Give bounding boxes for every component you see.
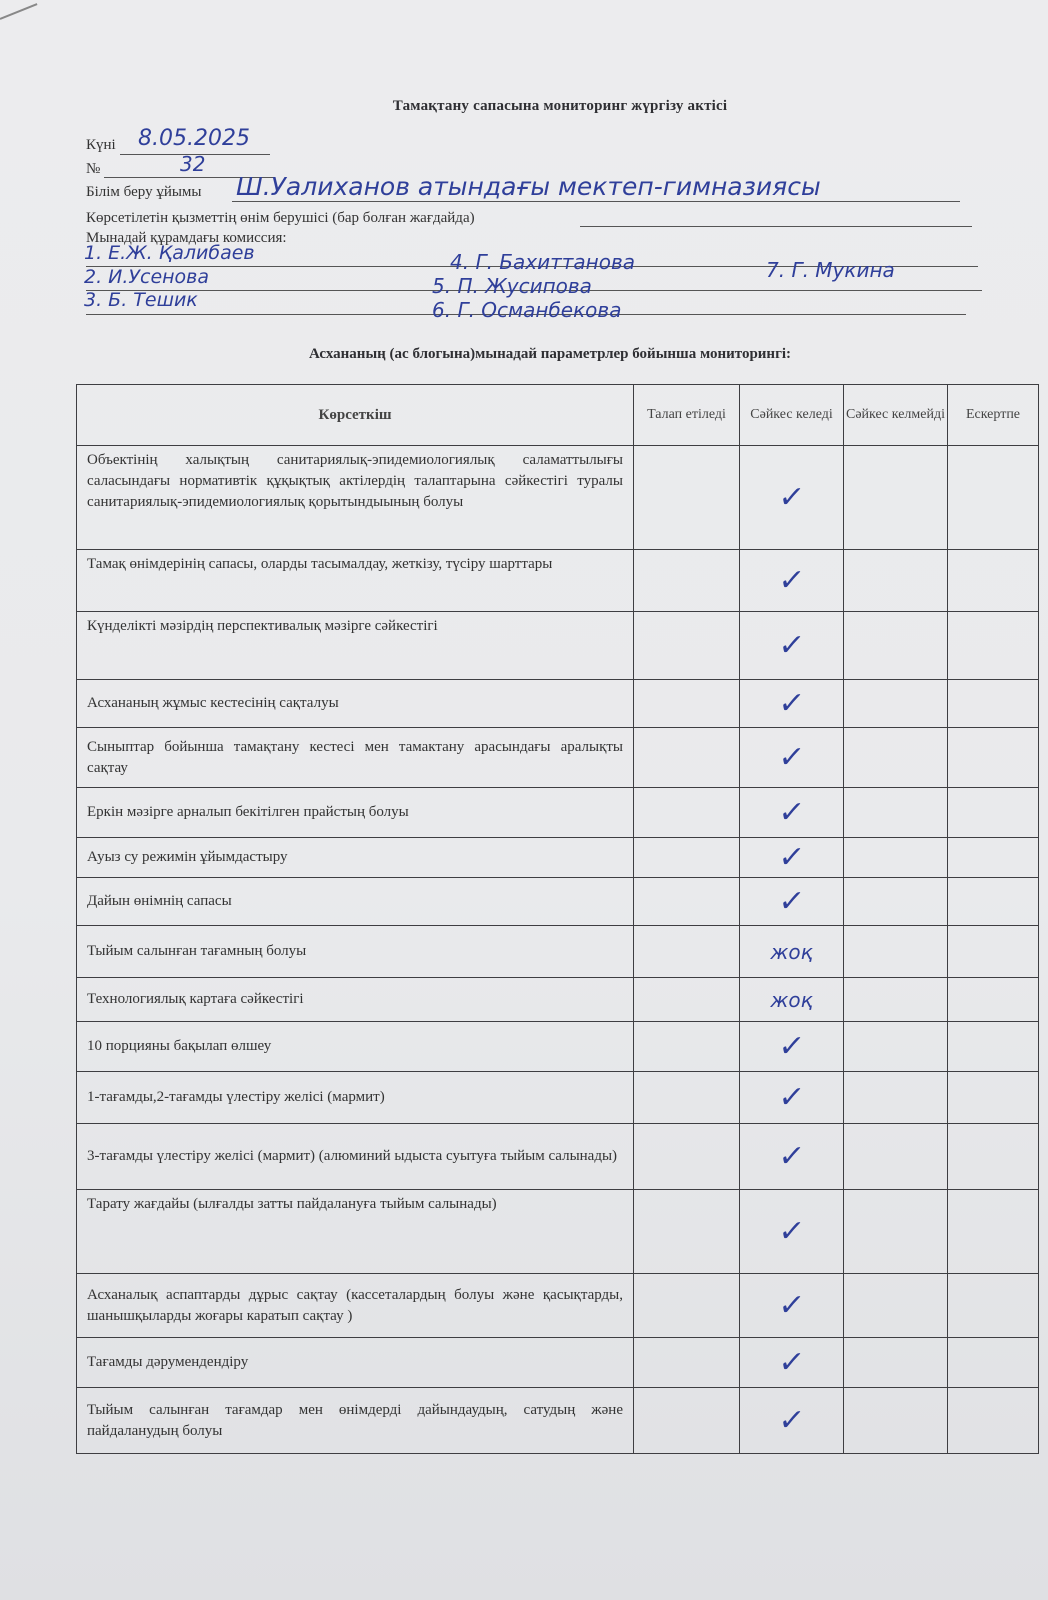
header-not-complies: Сәйкес келмейді bbox=[844, 385, 948, 446]
indicator-cell: Тамақ өнімдерінің сапасы, оларды тасымалдау, жеткізу, түсіру шарттары bbox=[77, 550, 634, 612]
note-cell bbox=[948, 550, 1039, 612]
indicator-cell: Технологиялық картаға сәйкестігі bbox=[77, 978, 634, 1022]
note-cell bbox=[948, 680, 1039, 728]
required-cell bbox=[634, 1072, 740, 1124]
complies-cell bbox=[740, 926, 844, 978]
not-complies-cell bbox=[844, 788, 948, 838]
commission-member: 5. П. Жусипова bbox=[432, 274, 592, 298]
table-row bbox=[77, 978, 1039, 1022]
commission-member: 1. Е.Ж. Қалибаев bbox=[84, 242, 255, 264]
table-row bbox=[77, 446, 1039, 550]
indicator-cell: 10 порцияны бақылап өлшеу bbox=[77, 1022, 634, 1072]
complies-cell bbox=[740, 612, 844, 680]
note-cell bbox=[948, 446, 1039, 550]
required-cell bbox=[634, 1274, 740, 1338]
complies-cell bbox=[740, 1124, 844, 1190]
required-cell bbox=[634, 1022, 740, 1072]
required-cell bbox=[634, 1190, 740, 1274]
not-complies-cell bbox=[844, 1022, 948, 1072]
note-cell bbox=[948, 1124, 1039, 1190]
not-complies-cell bbox=[844, 1190, 948, 1274]
complies-cell bbox=[740, 1274, 844, 1338]
table-row bbox=[77, 1190, 1039, 1274]
table-row bbox=[77, 612, 1039, 680]
required-cell bbox=[634, 1124, 740, 1190]
required-cell bbox=[634, 550, 740, 612]
complies-cell bbox=[740, 1022, 844, 1072]
note-cell bbox=[948, 1388, 1039, 1454]
table-row bbox=[77, 1274, 1039, 1338]
table-row bbox=[77, 550, 1039, 612]
table-row bbox=[77, 1388, 1039, 1454]
not-complies-cell bbox=[844, 1072, 948, 1124]
complies-cell bbox=[740, 1190, 844, 1274]
complies-cell bbox=[740, 728, 844, 788]
complies-mark: ✓ bbox=[776, 563, 807, 598]
note-cell bbox=[948, 788, 1039, 838]
complies-mark: ✓ bbox=[776, 1029, 807, 1064]
number-value: 32 bbox=[180, 152, 206, 176]
commission-member: 4. Г. Бахиттанова bbox=[450, 250, 636, 274]
note-cell bbox=[948, 1072, 1039, 1124]
complies-cell bbox=[740, 446, 844, 550]
table-row bbox=[77, 1124, 1039, 1190]
complies-mark: ✓ bbox=[776, 795, 807, 830]
note-cell bbox=[948, 1338, 1039, 1388]
complies-cell bbox=[740, 1388, 844, 1454]
not-complies-cell bbox=[844, 978, 948, 1022]
complies-cell bbox=[740, 1072, 844, 1124]
indicator-cell: Тыйым салынған тағамдар мен өнімдерді дайындаудың, сатудың және пайдаланудың болуы bbox=[77, 1388, 634, 1454]
required-cell bbox=[634, 878, 740, 926]
note-cell bbox=[948, 1274, 1039, 1338]
complies-cell bbox=[740, 878, 844, 926]
complies-mark: ✓ bbox=[776, 1345, 807, 1380]
required-cell bbox=[634, 680, 740, 728]
indicator-cell: Күнделікті мәзірдің перспективалық мәзірге сәйкестігі bbox=[77, 612, 634, 680]
note-cell bbox=[948, 838, 1039, 878]
header-required: Талап етіледі bbox=[634, 385, 740, 446]
note-cell bbox=[948, 1022, 1039, 1072]
complies-mark: ✓ bbox=[776, 686, 807, 721]
table-row bbox=[77, 728, 1039, 788]
complies-mark: ✓ bbox=[776, 1139, 807, 1174]
indicator-cell: Ауыз су режимін ұйымдастыру bbox=[77, 838, 634, 878]
not-complies-cell bbox=[844, 680, 948, 728]
monitoring-table-wrap bbox=[76, 384, 1038, 1454]
indicator-cell: Тыйым салынған тағамның болуы bbox=[77, 926, 634, 978]
header-note: Ескертпе bbox=[948, 385, 1039, 446]
indicator-cell: Асханалық аспаптарды дұрыс сақтау (кассеталардың болуы және қасықтарды, шанышқыларды жоғары каратып сақтау ) bbox=[77, 1274, 634, 1338]
commission-label: Мынадай құрамдағы комиссия: bbox=[86, 230, 287, 246]
section-title: Асхананың (ас блогына)мынадай параметрлер бойынша мониторингі: bbox=[308, 346, 792, 362]
not-complies-cell bbox=[844, 926, 948, 978]
complies-mark: ✓ bbox=[776, 840, 807, 875]
complies-mark: ✓ bbox=[776, 1080, 807, 1115]
complies-cell bbox=[740, 1338, 844, 1388]
indicator-cell: Сыныптар бойынша тамақтану кестесі мен тамактану арасындағы аралықты сақтау bbox=[77, 728, 634, 788]
required-cell bbox=[634, 788, 740, 838]
not-complies-cell bbox=[844, 728, 948, 788]
note-cell bbox=[948, 728, 1039, 788]
not-complies-cell bbox=[844, 1124, 948, 1190]
complies-mark: ✓ bbox=[776, 628, 807, 663]
note-cell bbox=[948, 1190, 1039, 1274]
complies-cell bbox=[740, 680, 844, 728]
header-indicator: Көрсеткіш bbox=[77, 385, 634, 446]
required-cell bbox=[634, 612, 740, 680]
complies-mark: жоқ bbox=[770, 987, 813, 1012]
table-header-row bbox=[77, 385, 1039, 446]
indicator-cell: Еркін мәзірге арналып бекітілген прайстың болуы bbox=[77, 788, 634, 838]
commission-member: 2. И.Усенова bbox=[84, 266, 210, 288]
table-row bbox=[77, 838, 1039, 878]
required-cell bbox=[634, 728, 740, 788]
not-complies-cell bbox=[844, 1274, 948, 1338]
indicator-cell: Тарату жағдайы (ылғалды затты пайдалануға тыйым салынады) bbox=[77, 1190, 634, 1274]
org-value: Ш.Уалиханов атындағы мектеп-гимназиясы bbox=[236, 172, 821, 201]
indicator-cell: Объектінің халықтың санитариялық-эпидемиологиялық саламаттылығы саласындағы нормативтік құқықтық актілердің талаптарына сәйкестігі туралы санитариялық-эпидемиологиялық қорытындыының болуы bbox=[77, 446, 634, 550]
complies-cell bbox=[740, 838, 844, 878]
indicator-cell: Дайын өнімнің сапасы bbox=[77, 878, 634, 926]
decorative-line bbox=[0, 3, 37, 20]
required-cell bbox=[634, 446, 740, 550]
date-value: 8.05.2025 bbox=[138, 126, 250, 151]
required-cell bbox=[634, 838, 740, 878]
table-row bbox=[77, 1072, 1039, 1124]
complies-cell bbox=[740, 978, 844, 1022]
not-complies-cell bbox=[844, 550, 948, 612]
document-title: Тамақтану сапасына мониторинг жүргізу актісі bbox=[392, 98, 728, 114]
provider-underline bbox=[580, 226, 972, 227]
monitoring-table bbox=[76, 384, 1039, 1454]
not-complies-cell bbox=[844, 446, 948, 550]
table-row bbox=[77, 680, 1039, 728]
note-cell bbox=[948, 878, 1039, 926]
complies-cell bbox=[740, 788, 844, 838]
table-row bbox=[77, 1338, 1039, 1388]
note-cell bbox=[948, 978, 1039, 1022]
required-cell bbox=[634, 1338, 740, 1388]
table-row bbox=[77, 926, 1039, 978]
table-row bbox=[77, 1022, 1039, 1072]
complies-cell bbox=[740, 550, 844, 612]
not-complies-cell bbox=[844, 1388, 948, 1454]
number-label: № bbox=[86, 161, 101, 177]
indicator-cell: 1-тағамды,2-тағамды үлестіру желісі (мармит) bbox=[77, 1072, 634, 1124]
note-cell bbox=[948, 926, 1039, 978]
complies-mark: ✓ bbox=[776, 884, 807, 919]
indicator-cell: 3-тағамды үлестіру желісі (мармит) (алюминий ыдыста суытуға тыйым салынады) bbox=[77, 1124, 634, 1190]
complies-mark: ✓ bbox=[776, 1214, 807, 1249]
date-label: Күні bbox=[86, 137, 116, 153]
org-underline bbox=[232, 201, 960, 202]
commission-member: 7. Г. Мукина bbox=[766, 258, 895, 282]
indicator-cell: Асхананың жұмыс кестесінің сақталуы bbox=[77, 680, 634, 728]
required-cell bbox=[634, 926, 740, 978]
commission-member: 6. Г. Османбекова bbox=[432, 298, 622, 322]
complies-mark: ✓ bbox=[776, 480, 807, 515]
complies-mark: жоқ bbox=[770, 939, 813, 964]
not-complies-cell bbox=[844, 838, 948, 878]
provider-label: Көрсетілетін қызметтің өнім берушісі (бар болған жағдайда) bbox=[86, 210, 475, 226]
required-cell bbox=[634, 978, 740, 1022]
org-label: Білім беру ұйымы bbox=[86, 184, 202, 200]
indicator-cell: Тағамды дәрумендендіру bbox=[77, 1338, 634, 1388]
commission-member: 3. Б. Тешик bbox=[84, 289, 198, 311]
complies-mark: ✓ bbox=[776, 740, 807, 775]
complies-mark: ✓ bbox=[776, 1403, 807, 1438]
table-row bbox=[77, 788, 1039, 838]
not-complies-cell bbox=[844, 878, 948, 926]
not-complies-cell bbox=[844, 1338, 948, 1388]
header-complies: Сәйкес келеді bbox=[740, 385, 844, 446]
required-cell bbox=[634, 1388, 740, 1454]
note-cell bbox=[948, 612, 1039, 680]
not-complies-cell bbox=[844, 612, 948, 680]
table-row bbox=[77, 878, 1039, 926]
complies-mark: ✓ bbox=[776, 1288, 807, 1323]
